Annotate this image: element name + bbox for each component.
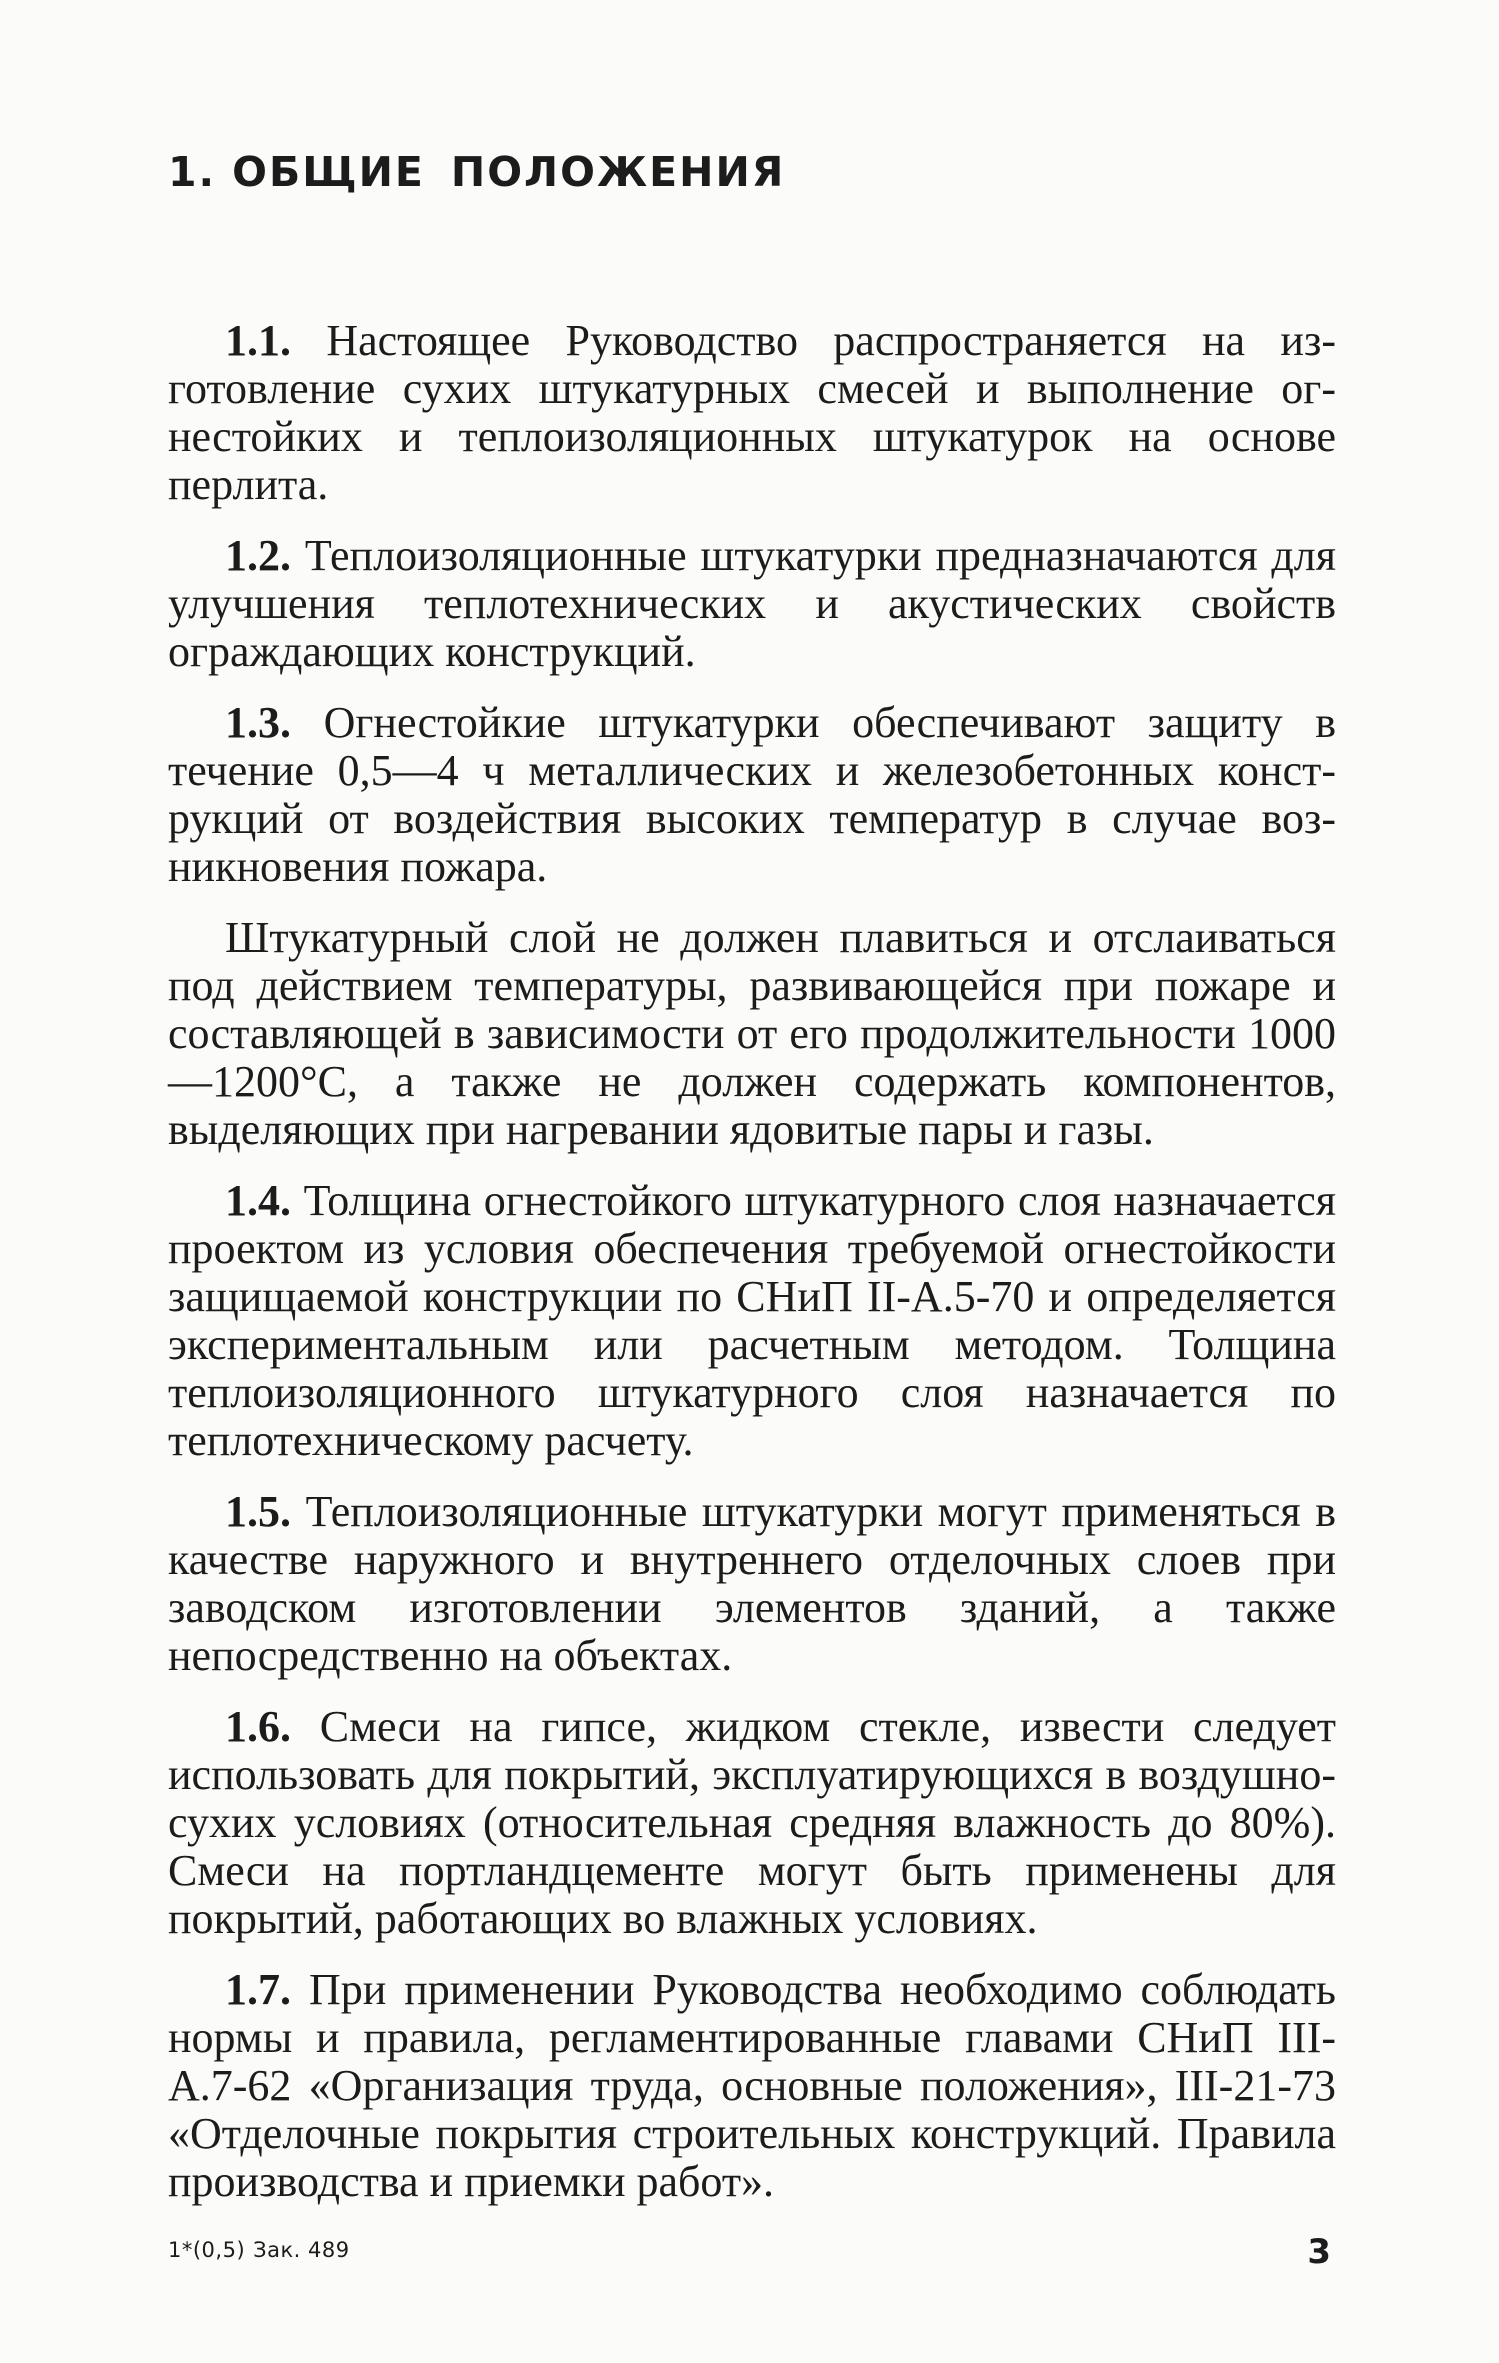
paragraph-1-3 <box>168 699 1336 891</box>
page-number: 3 <box>1307 2232 1331 2272</box>
clause-number: 1.6. <box>225 1702 291 1751</box>
sheet-signature: 1*(0,5) <box>168 2238 246 2262</box>
paragraph-1-6 <box>168 1703 1336 1943</box>
clause-text: Смеси на гипсе, жидком стекле, извести следует использовать для покрытий, эксплуатирующихся в воздушно-сухих условиях (относительная средняя влажность до 80%). Смеси на портландцементе могут быть применены для покрытий, работающих во влажных условиях. <box>168 1702 1337 1943</box>
paragraph-1-2 <box>168 532 1336 676</box>
clause-number: 1.2. <box>225 531 291 580</box>
paragraph-1-7 <box>168 1966 1336 2206</box>
document-page <box>168 0 1336 2363</box>
clause-text: Настоящее Руководство распространяется на изготовление сухих штукатурных смесей и выполнение огнестойких и теплоизоляционных штукатурок на основе перлита. <box>168 316 1337 509</box>
clause-text: Штукатурный слой не должен плавиться и отслаиваться под действием температуры, развивающейся при пожаре и составляющей в зависимости от его продолжительности 1000—1200°С, а также не должен содержать компонентов, выделяющих при нагревании ядовитые пары и газы. <box>168 913 1336 1154</box>
order-number: Зак. 489 <box>253 2238 350 2262</box>
body-text <box>168 317 1336 2229</box>
clause-number: 1.7. <box>225 1965 291 2014</box>
section-heading <box>168 148 785 196</box>
clause-text: Толщина огнестойкого штукатурного слоя назначается проектом из условия обеспечения требуемой огнестойкости защищаемой конструкции по СНиП II-А.5-70 и определяется экспериментальным или расчетным методом. Толщина теплоизоляционного штукатурного слоя назначается по теплотехническому расчету. <box>168 1176 1336 1465</box>
clause-number: 1.4. <box>225 1176 291 1225</box>
clause-number: 1.3. <box>225 698 291 747</box>
clause-number: 1.1. <box>225 316 291 365</box>
clause-text: Теплоизоляционные штукатурки предназначаются для улучшения теплотехнических и акустических свойств ограждающих конструкций. <box>168 531 1336 676</box>
clause-text: Огнестойкие штукатурки обеспечивают защиту в течение 0,5—4 ч металлических и железобетонных конструкций от воздействия высоких температур в случае возникновения пожара. <box>168 698 1337 891</box>
clause-text: Теплоизоляционные штукатурки могут применяться в качестве наружного и внутреннего отделочных слоев при заводском изготовлении элементов зданий, а также непосредственно на объектах. <box>168 1487 1336 1680</box>
page-footer <box>168 2232 1336 2278</box>
heading-word-1: ОБЩИЕ <box>232 148 425 196</box>
section-number: 1. <box>168 148 217 196</box>
printing-signature <box>168 2238 350 2262</box>
clause-text: При применении Руководства необходимо соблюдать нормы и правила, регламентированные главами СНиП III-А.7-62 «Организация труда, основные положения», III-21-73 «Отделочные покрытия строительных конструкций. Правила производства и приемки работ». <box>168 1965 1336 2206</box>
paragraph-1-3-continued <box>168 914 1336 1154</box>
paragraph-1-4 <box>168 1177 1336 1465</box>
paragraph-1-1 <box>168 317 1336 509</box>
paragraph-1-5 <box>168 1488 1336 1680</box>
heading-word-2: ПОЛОЖЕНИЯ <box>450 148 786 196</box>
clause-number: 1.5. <box>225 1487 291 1536</box>
